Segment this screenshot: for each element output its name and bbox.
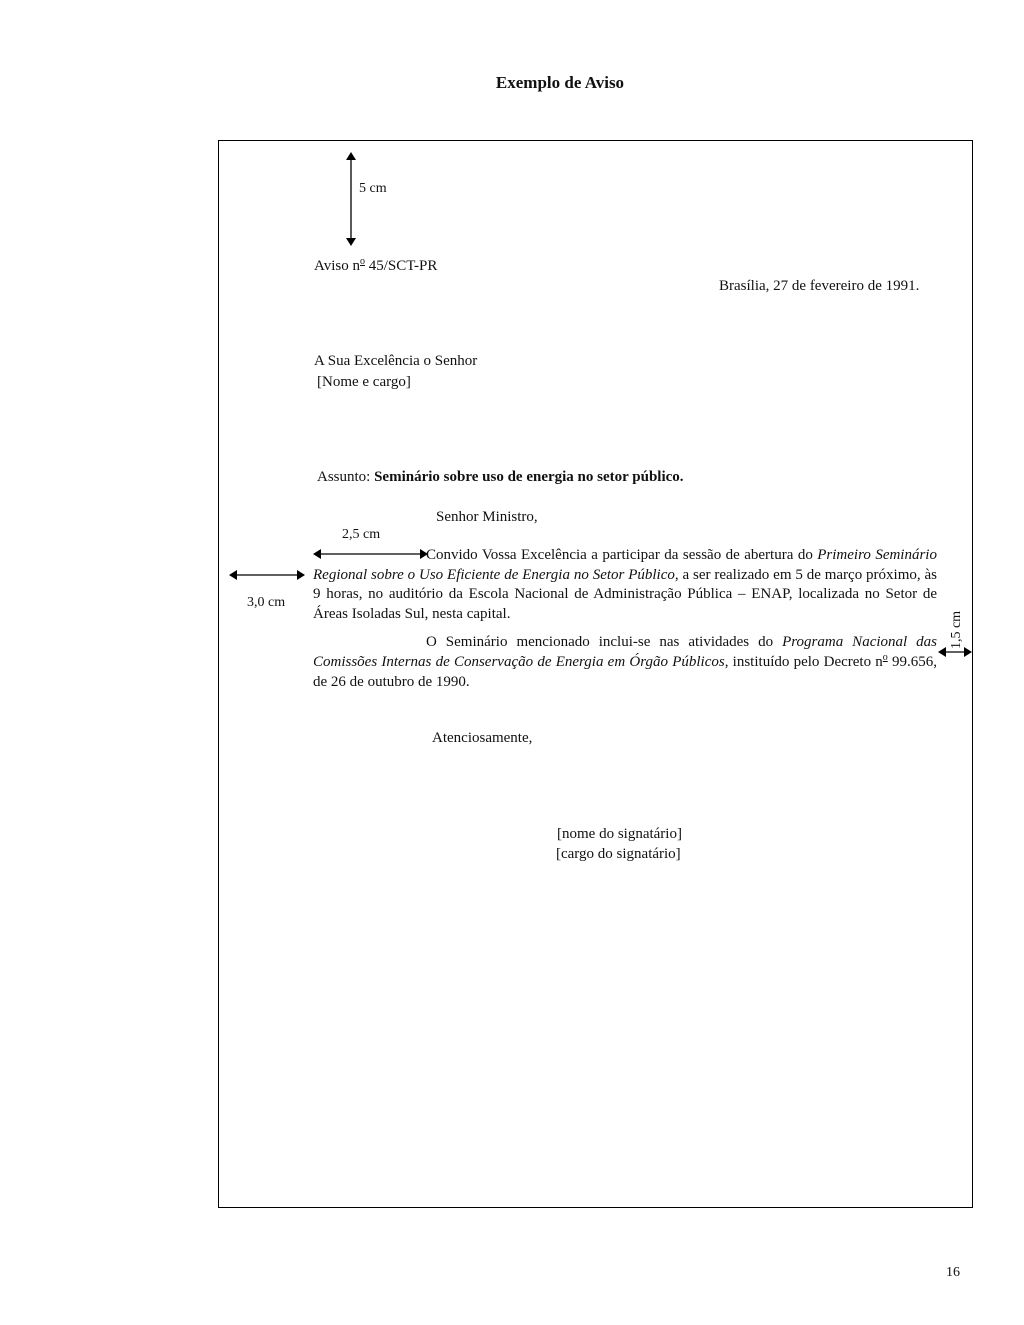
paragraph-1 [313,546,937,624]
page-title: Exemplo de Aviso [495,73,625,92]
aviso-number-sup: o [359,256,365,267]
paragraph-2-sup: o [882,651,888,663]
left-margin-label: 3,0 cm [247,595,286,610]
paragraph-2-text-d: 99.656, de 26 de outubro de 1990. [313,653,938,690]
page-number: 16 [946,1265,960,1280]
indent-label: 2,5 cm [342,527,381,542]
subject-text: Seminário sobre uso de energia no setor público. [374,469,684,485]
aviso-number-prefix: Aviso n [314,258,360,274]
paragraph-1-text-b: Primeiro Seminário Regional sobre o Uso Eficiente de Energia no Setor Público [313,547,937,583]
subject-line [317,469,684,486]
aviso-number-suffix: 45/SCT-PR [364,258,438,274]
right-margin-label: 1,5 cm [949,610,965,650]
subject-label: Assunto: [317,469,375,485]
place-date: Brasília, 27 de fevereiro de 1991. [719,278,920,294]
paragraph-1-text-c: , a ser realizado em 5 de março próximo, às 9 horas, no auditório da Escola Nacional de Administração Pública – ENAP, localizada no Setor de Áreas Isoladas Sul, nesta capital. [313,566,937,622]
recipient-line-1: A Sua Excelência o Senhor [314,353,478,369]
aviso-number [314,258,437,275]
paragraph-2-text-a: O Seminário mencionado inclui-se nas atividades do [426,634,783,650]
paragraph-2 [313,633,937,693]
signer-role: [cargo do signatário] [556,846,681,862]
top-margin-label: 5 cm [359,181,387,196]
left-margin-arrow [229,569,305,581]
paragraph-2-text-b: Programa Nacional das Comissões Internas de Conservação de Energia em Órgão Públicos [313,634,937,670]
salutation: Senhor Ministro, [436,509,538,525]
signer-name: [nome do signatário] [557,826,682,842]
recipient-line-2: [Nome e cargo] [317,374,411,390]
paragraph-2-text-c: , instituído pelo Decreto n [724,653,883,670]
closing: Atenciosamente, [432,730,533,746]
top-margin-arrow [344,152,358,246]
paragraph-1-text-a: Convido Vossa Excelência a participar da sessão de abertura do [426,547,818,563]
